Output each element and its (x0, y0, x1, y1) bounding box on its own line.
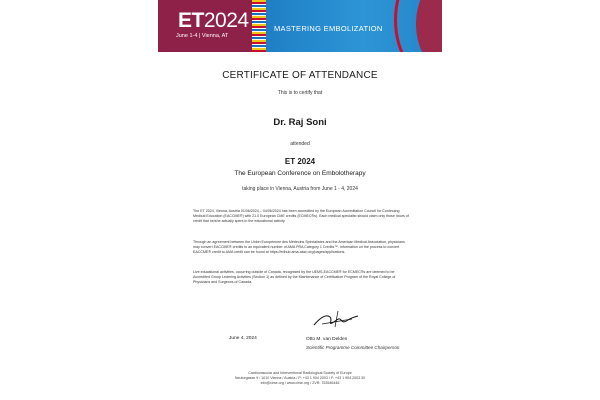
attended-line: attended (290, 141, 310, 147)
event-subtitle: The European Conference on Embolotherapy (234, 170, 366, 177)
accreditation-paragraph-ama: Through an agreement between the Union Européenne des Médecins Spécialistes and the American Medical Association, physicians may convert EACCME® credits to an equivalent number of AMA PRA Category 1 Credits™. Information on the process to convert EACCME® credit to AMA credit can be found at https://edhub.ama-assn.org/pages/applications. (193, 240, 405, 255)
certificate-page (158, 0, 442, 400)
banner-dates: June 1-4 | Vienna, AT (176, 33, 229, 39)
footer-address: Neutorgasse 9 / 1010 Vienna / Austria / P: +43 1 904 2003 / F: +43 1 904 2003 30 (234, 376, 366, 380)
signature-date: June 4, 2024 (229, 336, 257, 341)
event-location: taking place in Vienna, Austria from June 1 - 4, 2024 (242, 186, 358, 192)
footer-organization: Cardiovascular and Interventional Radiological Society of Europe (248, 371, 352, 375)
accreditation-paragraph-canada: Live educational activities, occurring outside of Canada, recognised by the UEMS-EACCME® for ECMEC®s are deemed to be Accredited Group Learning Activities (Section 1) as defined by the Maintenance of Certification Program of the Royal College of Physicians and Surgeons of Canada. (193, 270, 396, 285)
recipient-name: Dr. Raj Soni (273, 117, 327, 128)
banner-motto: MASTERING EMBOLIZATION (274, 24, 383, 33)
certify-line: This is to certify that (277, 90, 323, 96)
accreditation-paragraph-eaccme: The ET 2024, Vienna, Austria 01/06/2024 – 04/06/2024 has been accredited by the European Accreditation Council for Continuing Medical Education (EACCME®) with 21.0 European CME credits (ECMEC®s). Each medical specialist should claim only those hours of credit that he/she actually spent in the educational activity. (193, 209, 409, 224)
conference-banner (158, 0, 442, 52)
banner-logo-panel (158, 0, 252, 52)
certificate-title: CERTIFICATE OF ATTENDANCE (222, 70, 378, 81)
handwritten-signature (308, 308, 362, 330)
footer-contact: info@cirse.org / www.cirse.org / ZVR: 753546446 (260, 381, 340, 385)
et-2024-logo: ET2024 (178, 9, 249, 32)
banner-stripe-decoration (252, 0, 266, 52)
banner-circle-decoration (416, 0, 442, 52)
signer-role: Scientific Programme Committee Chairperson (306, 345, 400, 350)
event-name: ET 2024 (284, 157, 316, 166)
banner-motto-panel (266, 0, 442, 52)
signer-name: Otto M. van Delden (306, 337, 348, 342)
